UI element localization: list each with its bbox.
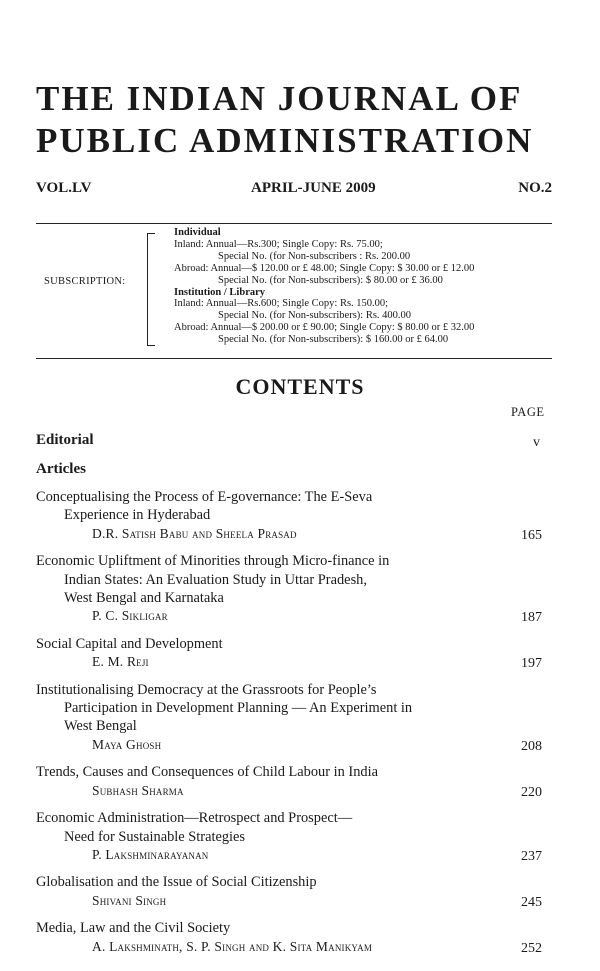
subscription-line: Special No. (for Non-subscribers): Rs. 400.00 (218, 310, 412, 322)
entry-title-line: Trends, Causes and Consequences of Child Labour in India (36, 764, 378, 781)
journal-title (36, 78, 576, 162)
entry-title-line: Economic Upliftment of Minorities through Micro-finance in (36, 553, 390, 570)
contents-entry (36, 873, 566, 910)
contents-entry (36, 635, 566, 672)
subscription-line: Special No. (for Non-subscribers): $ 160.00 or £ 64.00 (218, 334, 449, 346)
entry-page-number: 187 (521, 610, 542, 626)
divider-bottom (36, 358, 552, 359)
entry-authors: Maya Ghosh (92, 736, 162, 752)
subscription-line: Inland: Annual—Rs.600; Single Copy: Rs. 150.00; (174, 298, 389, 310)
page-column-header: PAGE (511, 405, 545, 419)
entry-page-number: 165 (521, 527, 542, 543)
subscription-line: Abroad: Annual—$ 200.00 or £ 90.00; Single Copy: $ 80.00 or £ 32.00 (174, 322, 475, 334)
volume-label: VOL.LV (36, 180, 92, 196)
entry-page-number: 237 (521, 848, 542, 864)
subscription-line: Special No. (for Non-subscribers : Rs. 200.00 (218, 250, 411, 262)
subscription-line: Special No. (for Non-subscribers): $ 80.00 or £ 36.00 (218, 274, 443, 286)
entry-page-number: 197 (521, 656, 542, 672)
subscription-details (174, 227, 474, 346)
entry-title-line: Need for Sustainable Strategies (64, 828, 246, 845)
subscription-bracket (147, 233, 155, 346)
entry-title-line: Social Capital and Development (36, 635, 223, 652)
subscription-line: Individual (174, 227, 221, 238)
contents-entry (36, 552, 566, 626)
entry-title-line: West Bengal (64, 718, 137, 735)
entry-page-number: 245 (521, 894, 542, 910)
articles-label: Articles (36, 461, 86, 477)
entry-title-line: Experience in Hyderabad (64, 507, 211, 524)
contents-entry (36, 488, 566, 543)
entry-authors: P. C. Sikligar (92, 608, 168, 624)
editorial-page: v (533, 435, 540, 450)
subscription-label: SUBSCRIPTION: (44, 276, 126, 287)
entry-title-line: West Bengal and Karnataka (64, 590, 224, 607)
entry-page-number: 252 (521, 940, 542, 956)
divider-top (36, 223, 552, 224)
issue-date: APRIL-JUNE 2009 (251, 180, 376, 196)
entry-title-line: Media, Law and the Civil Society (36, 920, 231, 937)
entry-title-line: Globalisation and the Issue of Social Citizenship (36, 874, 317, 891)
contents-entry (36, 809, 566, 864)
entry-title-line: Participation in Development Planning — An Experiment in (64, 700, 413, 717)
journal-title-line2: PUBLIC ADMINISTRATION (36, 121, 534, 160)
subscription-line: Inland: Annual—Rs.300; Single Copy: Rs. 75.00; (174, 238, 383, 250)
entry-page-number: 208 (521, 738, 542, 754)
journal-title-line1: THE INDIAN JOURNAL OF (36, 79, 523, 118)
entry-page-number: 220 (521, 784, 542, 800)
entry-title-line: Indian States: An Evaluation Study in Uttar Pradesh, (64, 571, 367, 588)
editorial-label: Editorial (36, 432, 94, 448)
subscription-line: Institution / Library (174, 286, 266, 298)
entry-authors: P. Lakshminarayanan (92, 846, 209, 862)
entry-authors: D.R. Satish Babu and Sheela Prasad (92, 525, 297, 541)
entry-authors: Subhash Sharma (92, 782, 184, 798)
entry-title-line: Conceptualising the Process of E-governance: The E-Seva (36, 489, 373, 505)
entry-authors: E. M. Reji (92, 654, 149, 670)
entry-authors: A. Lakshminath, S. P. Singh and K. Sita Manikyam (92, 938, 373, 954)
contents-entry (36, 763, 566, 800)
contents-entry (36, 919, 566, 956)
entry-authors: Shivani Singh (92, 892, 167, 908)
contents-heading: CONTENTS (235, 374, 365, 399)
subscription-line: Abroad: Annual—$ 120.00 or £ 48.00; Single Copy: $ 30.00 or £ 12.00 (174, 262, 475, 274)
entry-title-line: Economic Administration—Retrospect and Prospect— (36, 810, 353, 827)
issue-number: NO.2 (518, 180, 552, 196)
contents-entry (36, 681, 566, 755)
entry-title-line: Institutionalising Democracy at the Grassroots for People’s (36, 681, 377, 698)
contents-list (36, 488, 566, 956)
